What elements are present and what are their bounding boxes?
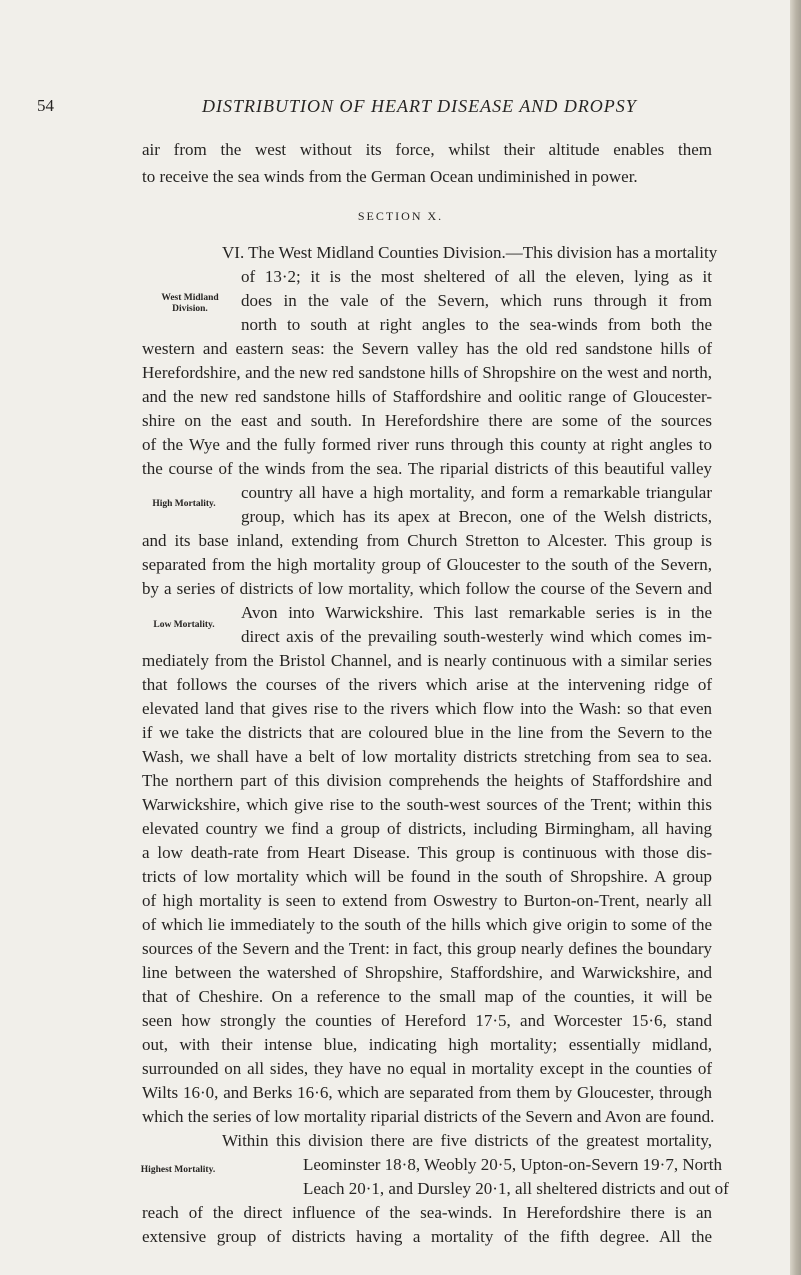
body-line: that follows the courses of the rivers which arise at the intervening ridge of — [142, 675, 712, 694]
running-head — [0, 96, 801, 120]
body-line: by a series of districts of low mortality, which follow the course of the Severn and — [142, 579, 712, 598]
body-line: Herefordshire, and the new red sandstone hills of Shropshire on the west and north, — [142, 363, 712, 382]
body-line: which the series of low mortality riparial districts of the Severn and Avon are found. — [142, 1107, 715, 1126]
body-line: elevated country we find a group of districts, including Birmingham, all having — [142, 819, 712, 838]
body-line: Wash, we shall have a belt of low mortality districts stretching from sea to sea. — [142, 747, 712, 766]
body-line: group, which has its apex at Brecon, one of the Welsh districts, — [241, 507, 712, 526]
body-line: Leach 20·1, and Dursley 20·1, all sheltered districts and out of — [303, 1179, 729, 1198]
body-line: reach of the direct influence of the sea-winds. In Herefordshire there is an — [142, 1203, 712, 1222]
body-line: of the Wye and the fully formed river runs through this county at right angles to — [142, 435, 712, 454]
body-line: that of Cheshire. On a reference to the small map of the counties, it will be — [142, 987, 712, 1006]
body-line: direct axis of the prevailing south-westerly wind which comes im- — [241, 627, 712, 646]
body-line: Avon into Warwickshire. This last remarkable series is in the — [241, 603, 712, 622]
body-line: line between the watershed of Shropshire, Staffordshire, and Warwickshire, and — [142, 963, 712, 982]
body-line: north to south at right angles to the sea-winds from both the — [241, 315, 712, 334]
body-line: shire on the east and south. In Herefordshire there are some of the sources — [142, 411, 712, 430]
margin-note-line: Division. — [172, 304, 208, 314]
body-line: a low death-rate from Heart Disease. This group is continuous with those dis- — [142, 843, 712, 862]
body-line: western and eastern seas: the Severn valley has the old red sandstone hills of — [142, 339, 712, 358]
body-line: Wilts 16·0, and Berks 16·6, which are separated from them by Gloucester, through — [142, 1083, 712, 1102]
body-line: mediately from the Bristol Channel, and is nearly continuous with a similar series — [142, 651, 712, 670]
body-line: surrounded on all sides, they have no equal in mortality except in the counties of — [142, 1059, 712, 1078]
body-line: out, with their intense blue, indicating high mortality; essentially midland, — [142, 1035, 712, 1054]
margin-note-west-midland — [150, 293, 230, 315]
body-line: tricts of low mortality which will be found in the south of Shropshire. A group — [142, 867, 712, 886]
body-line: of high mortality is seen to extend from Oswestry to Burton-on-Trent, nearly all — [142, 891, 712, 910]
body-line: and the new red sandstone hills of Staffordshire and oolitic range of Gloucester- — [142, 387, 712, 406]
body-line: air from the west without its force, whilst their altitude enables them — [142, 140, 712, 159]
body-line: country all have a high mortality, and form a remarkable triangular — [241, 483, 712, 502]
page-number: 54 — [37, 96, 54, 115]
section-heading: SECTION X. — [357, 209, 444, 223]
body-line: The northern part of this division comprehends the heights of Staffordshire and — [142, 771, 712, 790]
page-edge — [790, 0, 801, 1275]
body-line: Warwickshire, which give rise to the south-west sources of the Trent; within this — [142, 795, 712, 814]
body-line: VI. The West Midland Counties Division.—This division has a mortality — [222, 243, 718, 262]
body-line: extensive group of districts having a mortality of the fifth degree. All the — [142, 1227, 712, 1246]
body-line: sources of the Severn and the Trent: in fact, this group nearly defines the boundary — [142, 939, 712, 958]
body-line: seen how strongly the counties of Hereford 17·5, and Worcester 15·6, stand — [142, 1011, 712, 1030]
body-line: Within this division there are five districts of the greatest mortality, — [222, 1131, 712, 1150]
body-line: of which lie immediately to the south of the hills which give origin to some of the — [142, 915, 712, 934]
body-line: elevated land that gives rise to the rivers which flow into the Wash: so that even — [142, 699, 712, 718]
running-title: DISTRIBUTION OF HEART DISEASE AND DROPSY — [202, 96, 637, 116]
body-line: the course of the winds from the sea. The riparial districts of this beautiful valley — [142, 459, 712, 478]
body-line: separated from the high mortality group of Gloucester to the south of the Severn, — [142, 555, 712, 574]
body-line: to receive the sea winds from the German Ocean undiminished in power. — [142, 167, 638, 186]
body-line: does in the vale of the Severn, which runs through it from — [241, 291, 712, 310]
margin-note-line: West Midland — [161, 293, 219, 303]
body-line: if we take the districts that are coloured blue in the line from the Severn to the — [142, 723, 712, 742]
body-line: and its base inland, extending from Church Stretton to Alcester. This group is — [142, 531, 712, 550]
body-line: Leominster 18·8, Weobly 20·5, Upton-on-Severn 19·7, North — [303, 1155, 722, 1174]
margin-note-highest-mortality: Highest Mortality. — [140, 1165, 216, 1175]
body-line: of 13·2; it is the most sheltered of all the eleven, lying as it — [241, 267, 712, 286]
margin-note-low-mortality: Low Mortality. — [153, 620, 215, 630]
margin-note-high-mortality: High Mortality. — [152, 499, 216, 509]
